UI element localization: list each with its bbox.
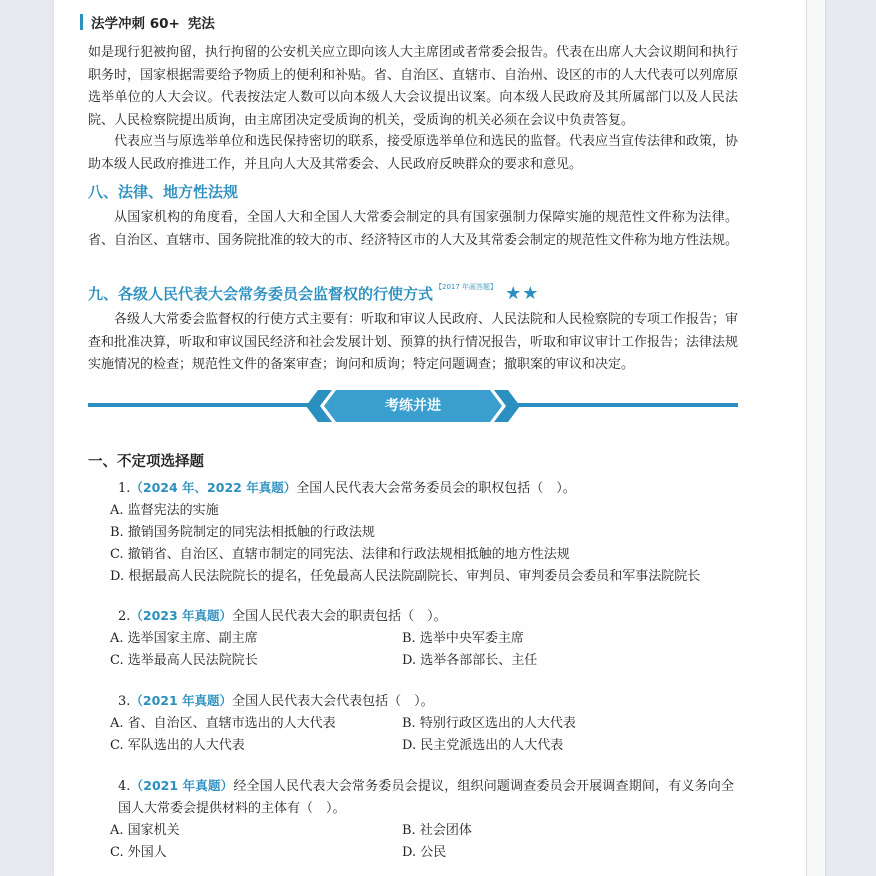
question-year: （2024 年、2022 年真题） (130, 480, 297, 495)
option-c: C. 撤销省、自治区、直辖市制定的同宪法、法律和行政法规相抵触的地方性法规 (110, 547, 570, 562)
question-year: （2023 年真题） (130, 608, 233, 623)
header-accent-bar (80, 14, 83, 30)
option-a: A. 省、自治区、直辖市选出的人大代表 (110, 716, 336, 731)
question-text: 全国人民代表大会代表包括（ ）。 (232, 694, 434, 709)
question-3 (110, 690, 734, 757)
question-year: （2021 年真题） (130, 693, 233, 708)
subject-title: 宪法 (187, 16, 215, 32)
running-head (80, 12, 215, 32)
question-text: 全国人民代表大会的职责包括（ ）。 (232, 609, 447, 624)
practice-banner (88, 388, 738, 424)
viewer-scroll-strip[interactable] (806, 0, 826, 876)
question-stem (118, 775, 734, 820)
paragraph-3: 从国家机构的角度看，全国人大和全国人大常委会制定的具有国家强制力保障实施的规范性文件称为法律。省、自治区、直辖市、国务院批准的较大的市、经济特区市的人大及其常委会制定的规范性文件称为地方性法规。 (88, 210, 739, 248)
question-number: 3. (118, 694, 131, 709)
option-d: D. 民主党派选出的人大代表 (402, 738, 564, 753)
questions-heading: 一、不定项选择题 (88, 454, 204, 470)
question-text: 全国人民代表大会常务委员会的职权包括（ ）。 (296, 481, 576, 496)
option-b: B. 社会团体 (402, 823, 472, 838)
option-c: C. 军队选出的人大代表 (110, 738, 245, 753)
option-b: B. 撤销国务院制定的同宪法相抵触的行政法规 (110, 525, 375, 540)
question-4 (110, 775, 734, 864)
option-d: D. 根据最高人民法院院长的提名，任免最高人民法院副院长、审判员、审判委员会委员和军事法院院长 (110, 569, 701, 584)
question-stem (118, 477, 734, 500)
question-1 (110, 477, 734, 588)
option-b: B. 选举中央军委主席 (402, 631, 524, 646)
paragraph-2: 代表应当与原选举单位和选民保持密切的联系，接受原选举单位和选民的监督。代表应当宣传法律和政策，协助本级人民政府推进工作，并且向人大及其常委会、人民政府反映群众的要求和意见。 (88, 134, 739, 172)
importance-stars-icon: ★★ (505, 283, 540, 304)
section-8-title (88, 181, 238, 202)
exam-year-tag: 【2017 年画答题】 (435, 282, 498, 291)
option-c: C. 选举最高人民法院院长 (110, 653, 258, 668)
question-number: 1. (118, 481, 131, 496)
question-year: （2021 年真题） (130, 778, 234, 793)
book-title: 法学冲刺 60+ (91, 16, 180, 32)
question-stem (118, 605, 734, 628)
option-a: A. 选举国家主席、副主席 (110, 631, 258, 646)
question-2 (110, 605, 734, 672)
section-8-title-text: 八、法律、地方性法规 (88, 183, 239, 201)
option-d: D. 公民 (402, 845, 447, 860)
paragraph-1: 如是现行犯被拘留，执行拘留的公安机关应立即向该人大主席团或者常委会报告。代表在出席人大会议期间和执行职务时，国家根据需要给予物质上的便利和补贴。省、自治区、直辖市、自治州、设区的市的人大代表可以列席原选举单位的人大会议。代表按法定人数可以向本级人大会议提出议案。向本级人民政府及其所属部门以及人民法院、人民检察院提出质询，由主席团决定受质询的机关，受质询的机关必须在会议中负责答复。 (88, 45, 739, 128)
question-stem (118, 690, 734, 713)
question-text: 经全国人民代表大会常务委员会提议，组织问题调查委员会开展调查期间，有义务向全国人大常委会提供材料的主体有（ ）。 (118, 779, 734, 816)
option-b: B. 特别行政区选出的人大代表 (402, 716, 576, 731)
question-number: 4. (118, 779, 131, 794)
banner-label: 考练并进 (385, 398, 441, 414)
paragraph-4: 各级人大常委会监督权的行使方式主要有：听取和审议人民政府、人民法院和人民检察院的专项工作报告；审查和批准决算，听取和审议国民经济和社会发展计划、预算的执行情况报告，听取和审议审计工作报告；法律法规实施情况的检查；规范性文件的备案审查；询问和质询；特定问题调查；撤职案的审议和决定。 (88, 312, 739, 372)
option-c: C. 外国人 (110, 845, 167, 860)
section-9-title-text: 九、各级人民代表大会常务委员会监督权的行使方式 (88, 285, 434, 303)
option-a: A. 监督宪法的实施 (110, 503, 219, 518)
page (54, 0, 806, 876)
option-a: A. 国家机关 (110, 823, 180, 838)
option-d: D. 选举各部部长、主任 (402, 653, 538, 668)
question-number: 2. (118, 609, 131, 624)
section-9-title (88, 283, 539, 304)
